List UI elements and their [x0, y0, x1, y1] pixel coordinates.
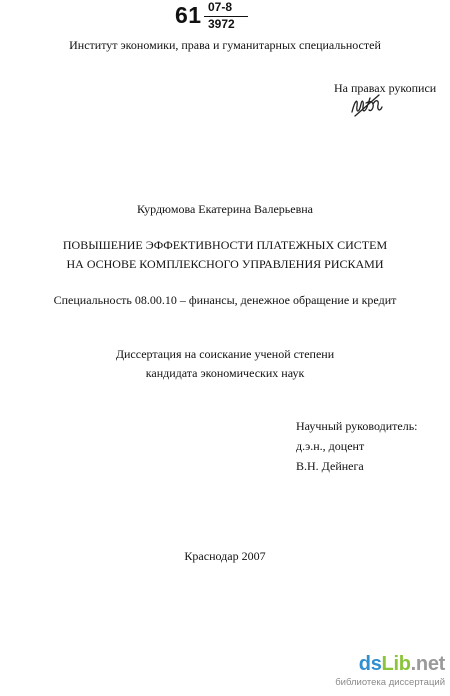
library-code-bottom: 3972: [208, 17, 235, 31]
manuscript-rights-label: На правах рукописи: [334, 81, 437, 95]
dslib-watermark[interactable]: [335, 653, 447, 691]
city-and-year: Краснодар 2007: [184, 549, 266, 563]
library-code-top: 07-8: [208, 0, 233, 14]
institute-name: Институт экономики, права и гуманитарных специальностей: [69, 38, 381, 52]
watermark-subtitle: библиотека диссертаций: [335, 677, 445, 688]
degree-statement-line-1: Диссертация на соискание ученой степени: [115, 347, 335, 361]
author-name: Курдюмова Екатерина Валерьевна: [137, 202, 313, 216]
supervisor-label: Научный руководитель:: [296, 419, 418, 433]
supervisor-name: В.Н. Дейнега: [296, 459, 364, 473]
handwritten-signature: [349, 92, 385, 118]
dslib-logo: [359, 653, 445, 676]
specialty-line: Специальность 08.00.10 – финансы, денежное обращение и кредит: [53, 293, 397, 307]
supervisor-degree: д.э.н., доцент: [296, 439, 365, 453]
degree-statement-line-2: кандидата экономических наук: [145, 366, 305, 380]
logo-lib: Lib: [381, 653, 411, 675]
dissertation-title-line-2: НА ОСНОВЕ КОМПЛЕКСНОГО УПРАВЛЕНИЯ РИСКАМИ: [66, 257, 384, 271]
logo-net: .net: [410, 653, 445, 675]
logo-ds: ds: [358, 653, 382, 675]
dissertation-title-line-1: ПОВЫШЕНИЕ ЭФФЕКТИВНОСТИ ПЛАТЕЖНЫХ СИСТЕМ: [62, 238, 388, 252]
library-code-number: 61: [175, 2, 202, 28]
